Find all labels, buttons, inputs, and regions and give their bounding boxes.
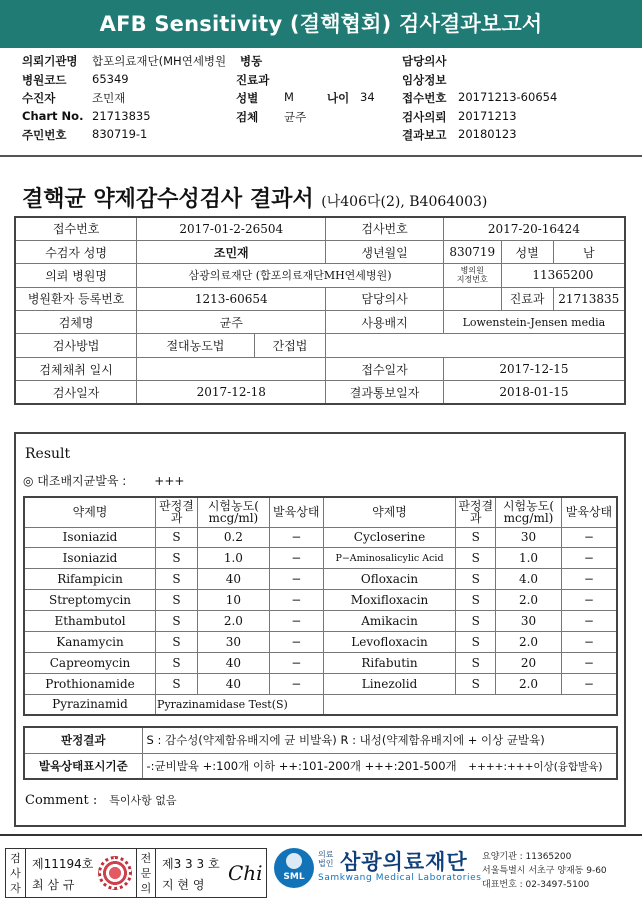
examiner-license: 제11194호 — [32, 857, 94, 871]
table-row — [24, 590, 617, 611]
specialist-name: 지 현 영 — [162, 878, 205, 892]
method-indirect: 간접법 — [254, 334, 326, 357]
reg-label: 병원환자 등록번호 — [15, 287, 137, 310]
pza-value: Pyrazinamidase Test(S) — [156, 694, 324, 715]
drug-name: Capreomycin — [24, 652, 156, 673]
drug-conc: 20 — [496, 652, 562, 673]
footer-divider — [0, 834, 642, 836]
signature-box — [5, 848, 267, 898]
institution-label-ward: 병동 — [240, 54, 263, 68]
report-title-main: 결핵균 약제감수성검사 결과서 — [22, 186, 314, 212]
notify-label: 결과통보일자 — [326, 381, 444, 404]
drug-conc: 2.0 — [496, 590, 562, 611]
sex-value: M — [284, 90, 294, 104]
table-row — [24, 652, 617, 673]
examiner-name: 최 삼 규 — [32, 878, 75, 892]
dept-value: 21713835 — [553, 287, 625, 310]
control-label: ◎ 대조배지균발육 : — [23, 474, 127, 488]
method-empty — [326, 334, 625, 357]
drug-conc: 0.2 — [197, 527, 269, 548]
drug-judge: S — [156, 569, 198, 590]
drug-growth: − — [269, 527, 323, 548]
dept-label: 진료과 — [236, 72, 270, 87]
drug-growth: − — [561, 652, 617, 673]
header-growth-left: 발육상태 — [269, 497, 323, 527]
hospital-label: 의뢰 병원명 — [15, 264, 137, 287]
drug-conc: 1.0 — [496, 548, 562, 569]
institution-value: 합포의료재단(MH연세병원 — [92, 54, 227, 68]
doctor-value — [443, 287, 501, 310]
hospital-code-label: 병원코드 — [22, 72, 67, 87]
drug-name: Moxifloxacin — [323, 590, 456, 611]
result-section — [14, 432, 626, 827]
official-seal-icon — [98, 856, 132, 890]
lab-logo-block — [274, 846, 636, 902]
drug-name: Streptomycin — [24, 590, 156, 611]
drug-conc: 30 — [197, 631, 269, 652]
hospital-code-value: 65349 — [92, 71, 129, 86]
drug-growth: − — [561, 527, 617, 548]
drug-judge: S — [456, 569, 496, 590]
report-date-label: 결과보고 — [402, 128, 447, 142]
drug-growth: − — [269, 611, 323, 632]
result-title: Result — [25, 446, 71, 462]
section-divider — [0, 155, 642, 157]
drug-conc: 4.0 — [496, 569, 562, 590]
sml-logo-icon: SML — [274, 848, 314, 888]
drug-name: Prothionamide — [24, 673, 156, 694]
report-header-title: AFB Sensitivity (결핵협회) 검사결과보고서 — [0, 0, 642, 48]
media-label: 사용배지 — [326, 311, 444, 334]
comment — [25, 792, 177, 808]
reg-no: 1213-60654 — [137, 287, 326, 310]
birth-label: 생년월일 — [326, 240, 444, 263]
method-absolute: 절대농도법 — [137, 334, 254, 357]
brand-name: 삼광의료재단 — [340, 850, 468, 874]
drug-name: Rifabutin — [323, 652, 456, 673]
drug-judge: S — [156, 631, 198, 652]
growth-text-2: ++++:+++이상(융합발육) — [468, 760, 603, 773]
received-date: 2017-12-15 — [443, 357, 625, 380]
table-row — [24, 527, 617, 548]
drug-name: Kanamycin — [24, 631, 156, 652]
test-date: 2017-12-18 — [137, 381, 326, 404]
drug-growth: − — [269, 673, 323, 694]
drug-name: Cycloserine — [323, 527, 456, 548]
sex-value: 남 — [553, 240, 625, 263]
exam-no: 2017-20-16424 — [443, 217, 625, 240]
drug-judge: S — [156, 590, 198, 611]
growth-label: 발육상태표시기준 — [24, 753, 142, 779]
drug-growth: − — [561, 548, 617, 569]
header-conc-right: 시험농도( mcg/ml) — [496, 497, 562, 527]
control-value: +++ — [154, 474, 185, 488]
exam-no-label: 검사번호 — [326, 217, 444, 240]
notify-date: 2018-01-15 — [443, 381, 625, 404]
drug-result-table — [23, 496, 618, 716]
drug-judge: S — [456, 652, 496, 673]
comment-value: 특이사항 없음 — [109, 794, 177, 807]
institution-label: 의뢰기관명 — [22, 54, 78, 68]
collect-label: 검체채취 일시 — [15, 357, 137, 380]
corp-label — [318, 850, 333, 868]
specimen-label: 검체명 — [15, 311, 137, 334]
receipt-no: 2017-01-2-26504 — [137, 217, 326, 240]
signature: Chi — [228, 861, 263, 885]
header-judge-left: 판정결과 — [156, 497, 198, 527]
drug-name: Isoniazid — [24, 548, 156, 569]
received-label: 접수일자 — [326, 357, 444, 380]
age-label: 나이 — [327, 91, 350, 105]
drug-judge: S — [156, 527, 198, 548]
drug-conc: 2.0 — [197, 611, 269, 632]
receipt-no-label: 접수번호 — [15, 217, 137, 240]
drug-conc: 30 — [496, 611, 562, 632]
drug-judge: S — [156, 652, 198, 673]
method-label: 검사방법 — [15, 334, 137, 357]
drug-judge: S — [456, 590, 496, 611]
table-row — [24, 548, 617, 569]
drug-growth: − — [269, 569, 323, 590]
birth-date: 830719 — [443, 240, 501, 263]
designated-label-line1: 병의원 — [460, 266, 484, 276]
patient-label: 수진자 — [22, 91, 56, 105]
specialist-license: 제3 3 3 호 — [162, 857, 220, 871]
drug-judge: S — [456, 673, 496, 694]
drug-growth: − — [561, 673, 617, 694]
chart-label: Chart No. — [22, 108, 84, 123]
contact-info — [482, 850, 607, 892]
table-row — [24, 569, 617, 590]
patient-value: 조민재 — [92, 91, 126, 105]
report-date-value: 20180123 — [458, 127, 517, 141]
pza-empty — [323, 694, 617, 715]
header-drug-right: 약제명 — [323, 497, 456, 527]
growth-text: -:균비발육 +:100개 이하 ++:101-200개 +++:201-500개 — [146, 758, 457, 773]
drug-judge: S — [156, 611, 198, 632]
drug-name: Ofloxacin — [323, 569, 456, 590]
doctor-label: 담당의사 — [326, 287, 444, 310]
header-conc-left: 시험농도( mcg/ml) — [197, 497, 269, 527]
drug-judge: S — [456, 611, 496, 632]
drug-conc: 10 — [197, 590, 269, 611]
specialist-label: 전문의 — [136, 849, 156, 897]
drug-growth: − — [561, 611, 617, 632]
examiner-label: 검사자 — [6, 849, 26, 897]
drug-conc: 2.0 — [496, 631, 562, 652]
header-judge-right: 판정결과 — [456, 497, 496, 527]
exam-info-table — [14, 216, 626, 405]
table-row — [24, 631, 617, 652]
legend-table — [23, 726, 618, 780]
judge-label: 판정결과 — [24, 727, 142, 753]
control-growth — [23, 472, 184, 489]
drug-judge: S — [156, 548, 198, 569]
drug-growth: − — [269, 652, 323, 673]
drug-growth: − — [561, 569, 617, 590]
pza-row — [24, 694, 617, 715]
address: 서울특별시 서초구 양재동 9-60 — [482, 866, 607, 876]
sex-label: 성별 — [236, 91, 259, 105]
judge-text: S : 감수성(약제함유배지에 균 비발육) R : 내성(약제함유배지에 + 이상 균발육) — [142, 727, 617, 753]
clinical-label: 임상정보 — [402, 72, 447, 87]
header-growth-right: 발육상태 — [561, 497, 617, 527]
brand-name-en: Samkwang Medical Laboratories — [318, 873, 482, 883]
drug-name: Levofloxacin — [323, 631, 456, 652]
drug-name: Amikacin — [323, 611, 456, 632]
report-title — [22, 182, 487, 213]
chart-value: 21713835 — [92, 108, 151, 123]
comment-label: Comment : — [25, 793, 98, 808]
drug-conc: 40 — [197, 673, 269, 694]
drug-growth: − — [269, 590, 323, 611]
specimen-value: 균주 — [137, 311, 326, 334]
drug-growth: − — [269, 631, 323, 652]
table-row — [24, 611, 617, 632]
drug-growth: − — [269, 548, 323, 569]
drug-conc: 30 — [496, 527, 562, 548]
table-row — [24, 673, 617, 694]
request-value: 20171213 — [458, 108, 517, 123]
drug-name: Linezolid — [323, 673, 456, 694]
corp-label-1: 의료 — [318, 850, 334, 859]
drug-name: P−Aminosalicylic Acid — [323, 548, 456, 569]
drug-growth: − — [561, 590, 617, 611]
media-value: Lowenstein-Jensen media — [443, 311, 625, 334]
sex-label: 성별 — [501, 240, 553, 263]
drug-judge: S — [456, 548, 496, 569]
designated-label-line2: 지정번호 — [456, 275, 488, 285]
name-label: 수검자 성명 — [15, 240, 137, 263]
drug-name: Isoniazid — [24, 527, 156, 548]
patient-name: 조민재 — [137, 240, 326, 263]
test-date-label: 검사일자 — [15, 381, 137, 404]
doctor-label: 담당의사 — [402, 54, 447, 68]
hospital-name: 삼광의료재단 (합포의료재단MH연세병원) — [137, 264, 444, 287]
pza-label: Pyrazinamid — [24, 694, 156, 715]
dept-label: 진료과 — [501, 287, 553, 310]
drug-growth: − — [561, 631, 617, 652]
id-value: 830719-1 — [92, 127, 148, 141]
header-drug-left: 약제명 — [24, 497, 156, 527]
drug-conc: 40 — [197, 569, 269, 590]
receipt-no-label: 접수번호 — [402, 91, 447, 105]
designated-no: 11365200 — [501, 264, 625, 287]
id-label: 주민번호 — [22, 128, 67, 142]
drug-conc: 40 — [197, 652, 269, 673]
drug-judge: S — [456, 631, 496, 652]
designated-label — [443, 264, 501, 287]
report-title-sub: (나406다(2), B4064003) — [321, 194, 488, 210]
drug-judge: S — [156, 673, 198, 694]
drug-conc: 2.0 — [496, 673, 562, 694]
collect-value — [137, 357, 326, 380]
receipt-no-value: 20171213-60654 — [458, 90, 558, 104]
request-label: 검사의뢰 — [402, 109, 447, 124]
patient-summary — [22, 53, 632, 149]
drug-name: Ethambutol — [24, 611, 156, 632]
institution-code: 요양기관 : 11365200 — [482, 852, 572, 862]
drug-judge: S — [456, 527, 496, 548]
specimen-label: 검체 — [236, 109, 259, 124]
drug-conc: 1.0 — [197, 548, 269, 569]
corp-label-2: 법인 — [318, 859, 334, 868]
growth-criteria — [142, 753, 617, 779]
drug-name: Rifampicin — [24, 569, 156, 590]
phone: 대표번호 : 02-3497-5100 — [482, 880, 590, 890]
age-value: 34 — [360, 90, 375, 104]
specimen-value: 균주 — [284, 109, 307, 124]
